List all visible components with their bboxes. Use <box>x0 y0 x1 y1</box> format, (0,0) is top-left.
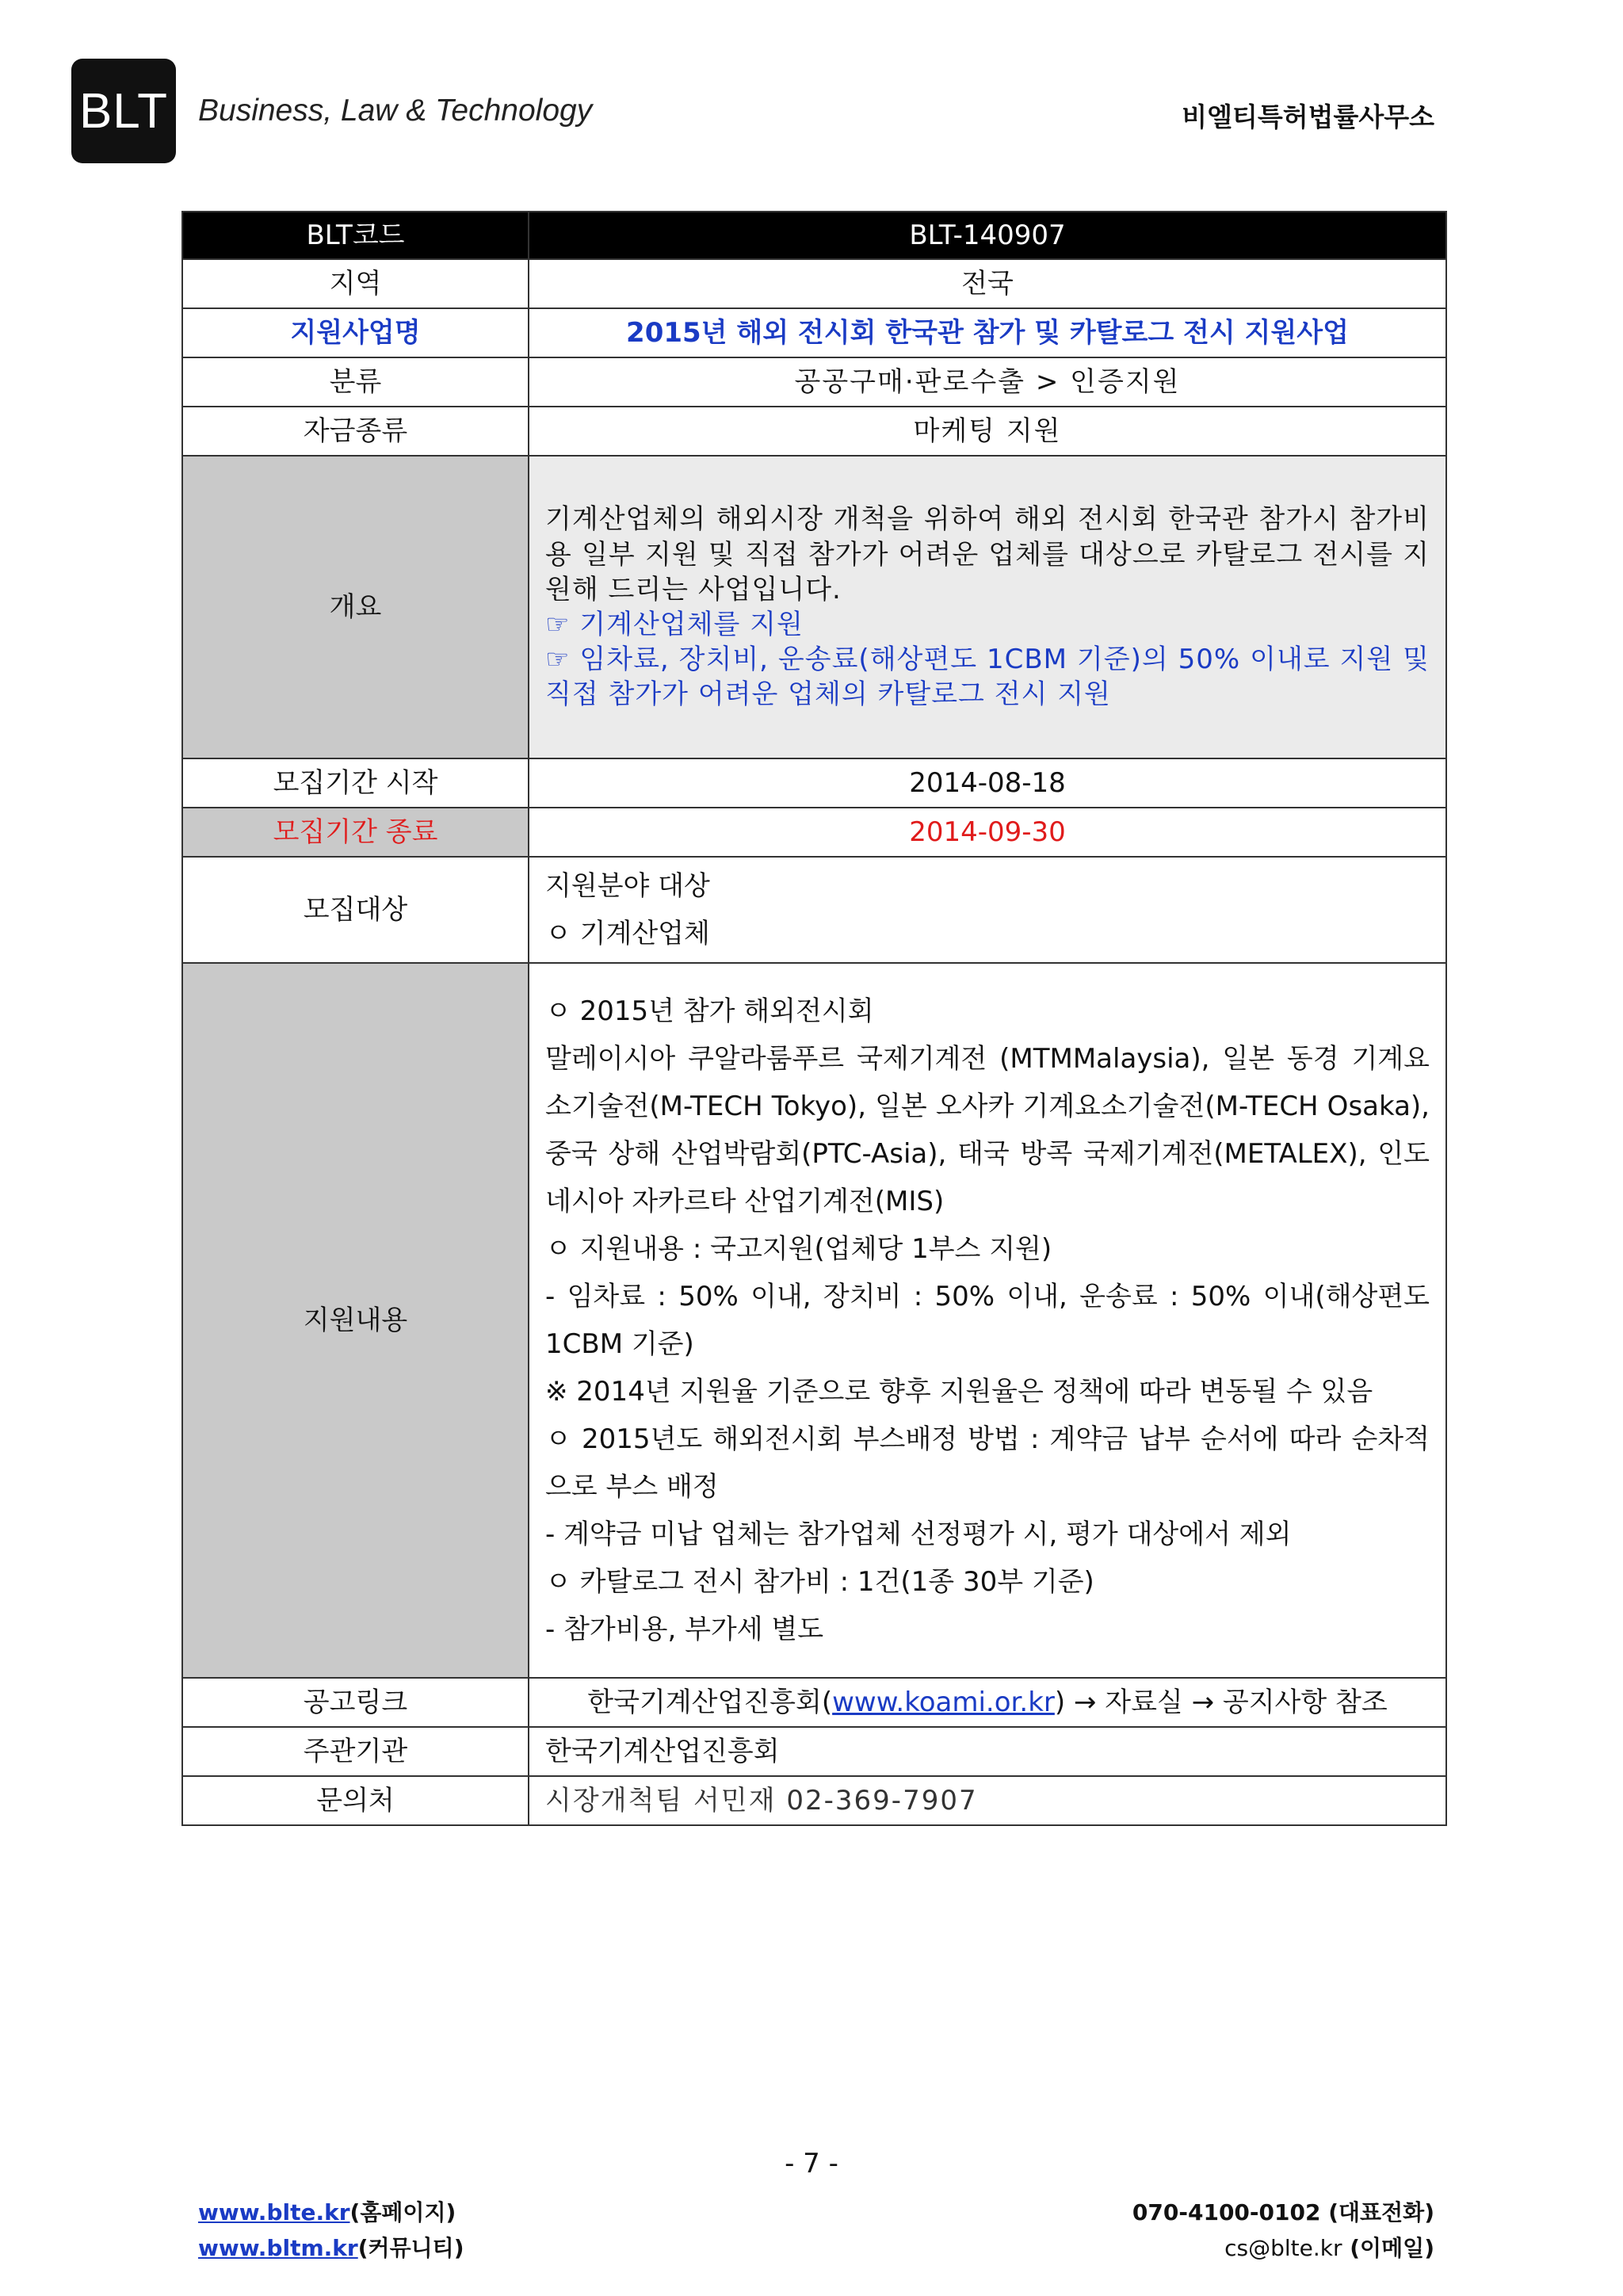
footer-community <box>198 2231 464 2263</box>
content-line: - 참가비용, 부가세 별도 <box>545 1614 824 1645</box>
start-value: 2014-08-18 <box>529 758 1446 808</box>
content-line: ㅇ 2015년 참가 해외전시회 <box>545 995 874 1027</box>
content-line: ㅇ 지원내용 : 국고지원(업체당 1부스 지원) <box>545 1233 1052 1265</box>
page-number: - 7 - <box>785 2148 838 2179</box>
row-link <box>182 1678 1446 1727</box>
row-content <box>182 963 1446 1678</box>
target-line: ㅇ 기계산업체 <box>545 918 710 949</box>
category-value: 공공구매·판로수출 > 인증지원 <box>529 357 1446 407</box>
link-prefix: 한국기계산업진흥회( <box>587 1686 833 1718</box>
target-value <box>529 857 1446 963</box>
region-value: 전국 <box>529 259 1446 308</box>
overview-label: 개요 <box>182 456 529 758</box>
code-value: BLT-140907 <box>529 212 1446 259</box>
row-program <box>182 308 1446 357</box>
footer-email <box>1224 2231 1434 2263</box>
footer-homepage <box>198 2195 456 2227</box>
start-label: 모집기간 시작 <box>182 758 529 808</box>
overview-line: 기계산업체의 해외시장 개척을 위하여 해외 전시회 한국관 참가시 참가비용 일부 지원 및 직접 참가가 어려운 업체를 대상으로 카탈로그 전시를 지원해 드리는 사업입니다. <box>545 503 1430 606</box>
row-start <box>182 758 1446 808</box>
content-line: - 임차료 : 50% 이내, 장치비 : 50% 이내, 운송료 : 50% 이내(해상편도 1CBM 기준) <box>545 1281 1430 1360</box>
email-label: (이메일) <box>1350 2235 1434 2261</box>
community-label: (커뮤니티) <box>357 2235 464 2261</box>
contact-value: 시장개척팀 서민재 02-369-7907 <box>529 1776 1446 1825</box>
org-label: 주관기관 <box>182 1727 529 1776</box>
content-value <box>529 963 1446 1678</box>
category-label: 분류 <box>182 357 529 407</box>
end-label: 모집기간 종료 <box>182 808 529 857</box>
footer-phone: 070-4100-0102 (대표전화) <box>1132 2199 1434 2225</box>
blt-logo: BLT <box>71 59 176 163</box>
content-line: ㅇ 2015년도 해외전시회 부스배정 방법 : 계약금 납부 순서에 따라 순차적으로 부스 배정 <box>545 1423 1430 1503</box>
link-suffix: ) → 자료실 → 공지사항 참조 <box>1054 1686 1388 1718</box>
koami-link[interactable]: www.koami.or.kr <box>832 1686 1055 1718</box>
row-org <box>182 1727 1446 1776</box>
program-info-table <box>181 211 1447 1826</box>
code-label: BLT코드 <box>182 212 529 259</box>
homepage-label: (홈페이지) <box>349 2199 456 2225</box>
row-category <box>182 357 1446 407</box>
content-line: 말레이시아 쿠알라룸푸르 국제기계전 (MTMMalaysia), 일본 동경 기계요소기술전(M-TECH Tokyo), 일본 오사카 기계요소기술전(M-TECH Osaka), 중국 상해 산업박람회(PTC-Asia), 태국 방콕 국제기계전(METALEX), 인도네시아 자카르타 산업기계전(MIS) <box>545 1043 1430 1217</box>
homepage-link[interactable]: www.blte.kr <box>198 2199 350 2225</box>
target-line: 지원분야 대상 <box>545 870 710 902</box>
row-contact <box>182 1776 1446 1825</box>
row-target <box>182 857 1446 963</box>
content-line: ※ 2014년 지원율 기준으로 향후 지원율은 정책에 따라 변동될 수 있음 <box>545 1376 1373 1408</box>
row-overview <box>182 456 1446 758</box>
tagline: Business, Law & Technology <box>198 94 593 128</box>
row-end <box>182 808 1446 857</box>
end-value: 2014-09-30 <box>529 808 1446 857</box>
row-fund <box>182 407 1446 456</box>
email-address: cs@blte.kr <box>1224 2235 1342 2261</box>
content-label: 지원내용 <box>182 963 529 1678</box>
region-label: 지역 <box>182 259 529 308</box>
org-value: 한국기계산업진흥회 <box>529 1727 1446 1776</box>
program-value: 2015년 해외 전시회 한국관 참가 및 카탈로그 전시 지원사업 <box>529 308 1446 357</box>
link-value <box>529 1678 1446 1727</box>
contact-label: 문의처 <box>182 1776 529 1825</box>
fund-value: 마케팅 지원 <box>529 407 1446 456</box>
content-line: - 계약금 미납 업체는 참가업체 선정평가 시, 평가 대상에서 제외 <box>545 1519 1292 1550</box>
fund-label: 자금종류 <box>182 407 529 456</box>
firm-name: 비엘티특허법률사무소 <box>1182 101 1434 132</box>
program-label: 지원사업명 <box>182 308 529 357</box>
overview-line: ☞ 기계산업체를 지원 <box>545 609 804 640</box>
link-label: 공고링크 <box>182 1678 529 1727</box>
target-label: 모집대상 <box>182 857 529 963</box>
community-link[interactable]: www.bltm.kr <box>198 2235 358 2261</box>
row-region <box>182 259 1446 308</box>
content-line: ㅇ 카탈로그 전시 참가비 : 1건(1종 30부 기준) <box>545 1566 1094 1598</box>
row-code <box>182 212 1446 259</box>
overview-line: ☞ 임차료, 장치비, 운송료(해상편도 1CBM 기준)의 50% 이내로 지원 및 직접 참가가 어려운 업체의 카탈로그 전시 지원 <box>545 644 1430 711</box>
overview-value <box>529 456 1446 758</box>
